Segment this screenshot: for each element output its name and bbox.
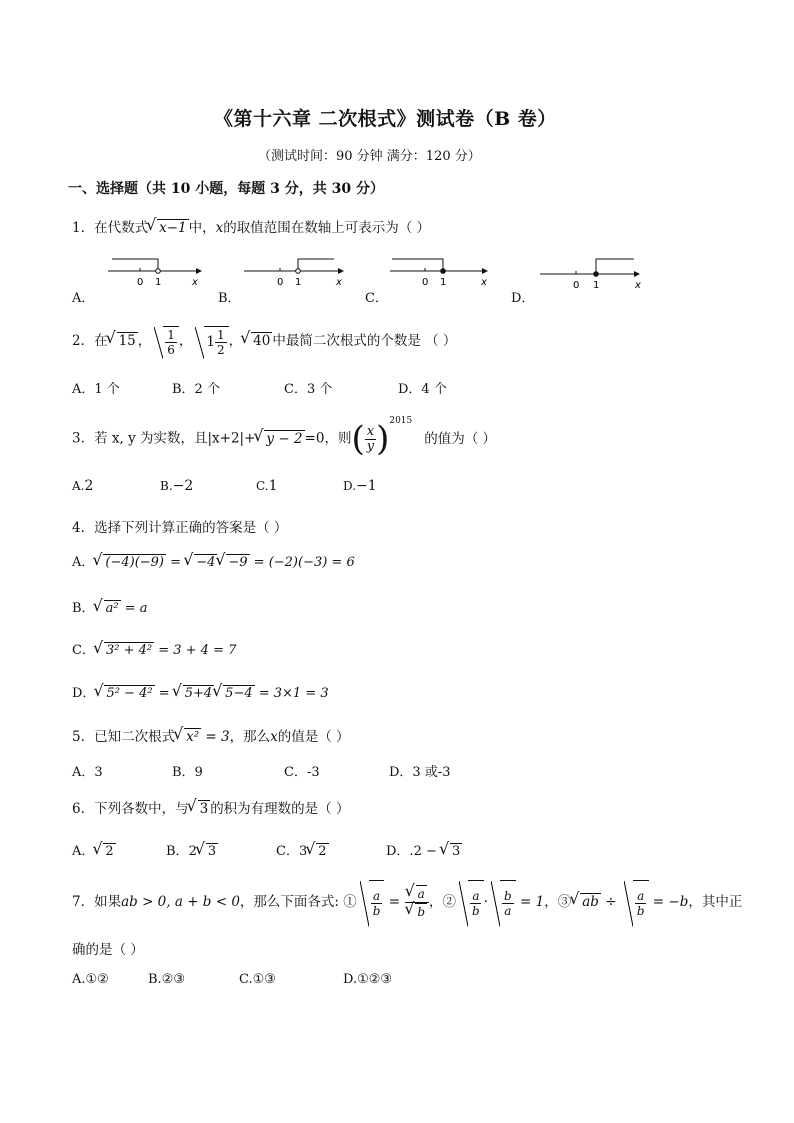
question-3	[72, 410, 496, 464]
question-text: 下列各数中，与	[94, 801, 189, 817]
q3-option-b	[160, 478, 193, 494]
axis-label-x: x	[192, 277, 198, 288]
numerator: 1	[167, 328, 175, 342]
question-text: 在	[94, 333, 108, 349]
question-text: 如果	[94, 894, 122, 910]
tick-label-one: 1	[440, 277, 447, 288]
question-text: 的积为有理数的是（ ）	[210, 801, 350, 817]
number-line-d	[538, 254, 648, 290]
question-text: ，其中正	[688, 894, 743, 910]
option-letter: A．	[72, 555, 95, 570]
q6-option-c	[276, 840, 329, 860]
question-text: ，②	[429, 894, 457, 910]
sqrt-expression: √ y − 2	[264, 430, 304, 447]
question-text: ，③	[544, 894, 572, 910]
q6-option-b	[166, 840, 218, 860]
coefficient: 2	[188, 844, 197, 859]
sqrt-b-over-a	[500, 880, 516, 925]
expression-rest: = 3 + 4 = 7	[154, 643, 237, 658]
question-text: 的取值范围在数轴上可表示为（ ）	[223, 220, 431, 236]
expression-rest: = 3×1 = 3	[254, 686, 329, 701]
question-number: 7．	[72, 894, 95, 910]
equals: =	[166, 555, 186, 570]
condition: ab > 0, a + b < 0	[121, 894, 240, 910]
fraction-sqrt-a-over-sqrt-b	[404, 885, 429, 920]
question-2	[72, 326, 456, 357]
sqrt-one-and-half	[204, 326, 228, 357]
fraction-x-over-y	[365, 425, 376, 454]
coefficient: 3	[298, 844, 308, 859]
question-1	[72, 216, 430, 236]
option-value: 2	[84, 478, 94, 494]
sqrt-expression: √ 2	[103, 843, 115, 860]
tick-label-one: 1	[155, 277, 162, 288]
section-heading: 一、选择题（共 10 小题，每题 3 分，共 30 分）	[68, 181, 384, 197]
q4-option-a	[72, 551, 355, 571]
sqrt-ab: √ ab	[580, 893, 601, 910]
denominator: b	[472, 904, 480, 918]
denominator: y	[366, 438, 375, 454]
q1-option-c-label: C．	[365, 291, 388, 306]
q1-option-d-label: D．	[511, 291, 535, 306]
question-7: 7．如果ab > 0, a + b < 0，那么下面各式: ① $\frac{a}{b}$ = √ a √ b ，② $\frac{a}{b}$ · $\frac{b}{a}$ = 1，③√ ab ÷ $\frac{a}{b}$ = −b，其中正	[72, 880, 742, 925]
sqrt-40: √ 40	[251, 332, 272, 349]
q6-option-a	[72, 840, 116, 860]
option-letter: A.	[72, 479, 85, 493]
sqrt-15: √ 15	[117, 332, 138, 349]
sqrt-expression: √ 3	[206, 843, 218, 860]
q3-option-d	[343, 478, 377, 494]
sqrt-expression: √ 5+4	[183, 685, 214, 702]
sqrt-a-over-b	[633, 880, 649, 925]
option-letter: B.	[160, 479, 173, 493]
option-value: −1	[356, 478, 377, 494]
page-title: 《第十六章 二次根式》测试卷（B 卷）	[214, 108, 557, 130]
sqrt-3: √ 3	[198, 800, 211, 817]
number-line-b	[242, 254, 352, 290]
option-value: −2	[172, 478, 194, 494]
option-letter: D．.	[386, 844, 414, 859]
question-text: 已知二次根式	[94, 729, 176, 745]
sqrt-expression: √ 3	[450, 843, 462, 860]
sqrt-expression: √ −4	[194, 554, 217, 571]
sqrt-a-over-b	[468, 880, 484, 925]
q2-option-a: A．1 个	[72, 382, 120, 397]
tick-label-zero: 0	[137, 277, 144, 288]
tick-label-one: 1	[295, 277, 302, 288]
question-text: =0，则	[304, 430, 352, 447]
q3-option-a	[72, 478, 93, 494]
question-text: 若 x, y 为实数，且|x+2|+	[94, 430, 256, 447]
question-text: 的值是（ ）	[277, 729, 350, 745]
page-subtitle: （测试时间：90 分钟 满分：120 分）	[258, 149, 481, 164]
sqrt-expression: √ (−4)(−9)	[103, 554, 166, 571]
option-value: 1	[268, 478, 278, 494]
q3-option-c	[256, 478, 278, 494]
tick-label-zero: 0	[422, 277, 429, 288]
numerator: a	[472, 889, 480, 903]
sqrt-expression: √ 5−4	[223, 685, 254, 702]
question-text: ，那么	[229, 729, 271, 745]
q1-option-a-label: A．	[72, 291, 95, 306]
separator: ，	[137, 333, 152, 349]
tick-label-one: 1	[593, 280, 600, 290]
numerator: 1	[217, 328, 225, 342]
numerator: b	[504, 889, 512, 903]
coefficient: 2 −	[413, 844, 441, 859]
q5-option-d: D．3 或-3	[389, 765, 451, 780]
sqrt-expression: √ −9	[226, 554, 249, 571]
option-letter: B．	[72, 601, 95, 616]
equals-one: = 1	[515, 894, 545, 910]
numerator: a	[637, 889, 645, 903]
q4-option-c	[72, 639, 236, 659]
equals-neg-b: = −b	[648, 894, 689, 910]
q7-option-b: B.②③	[148, 972, 185, 987]
q7-option-c: C.①③	[239, 972, 276, 987]
sqrt-expression: √ x−1	[157, 219, 189, 236]
q1-option-b-label: B．	[218, 291, 241, 306]
q2-option-d: D．4 个	[398, 382, 447, 397]
separator: ，	[178, 333, 193, 349]
exponent: 2015	[389, 416, 413, 426]
question-number: 1．	[72, 220, 95, 236]
q6-option-d	[386, 840, 462, 860]
denominator: 6	[167, 343, 175, 357]
q4-option-d	[72, 682, 329, 702]
numerator: x	[366, 423, 375, 439]
question-4	[72, 516, 287, 536]
sqrt-one-sixth	[163, 326, 179, 357]
q2-option-b: B．2 个	[172, 382, 220, 397]
sqrt-expression: √ 3² + 4²	[104, 642, 154, 659]
tick-label-zero: 0	[277, 277, 284, 288]
question-text: 的值为（ ）	[424, 430, 497, 447]
divide-sign: ÷	[600, 894, 621, 910]
number-line-a	[104, 254, 204, 290]
option-letter: A．	[72, 844, 95, 859]
equals-three: = 3	[201, 729, 230, 745]
denominator: 2	[217, 343, 225, 357]
variable: x	[270, 729, 278, 745]
option-letter: C．	[72, 643, 95, 658]
left-paren: (	[351, 419, 365, 459]
number-line-c	[388, 254, 498, 290]
sqrt-a-over-b	[369, 880, 385, 925]
separator: ，	[228, 333, 243, 349]
question-text: 选择下列计算正确的答案是（ ）	[94, 520, 288, 536]
question-text: 在代数式	[94, 220, 149, 236]
option-letter: C．	[276, 844, 299, 859]
question-6	[72, 797, 349, 817]
denominator: a	[504, 904, 512, 918]
question-text: ，那么下面各式: ①	[239, 894, 357, 910]
question-number: 6．	[72, 801, 95, 817]
denominator: b	[636, 904, 645, 918]
question-number: 3．	[72, 430, 95, 447]
axis-label-x: x	[481, 277, 487, 288]
whole-part: 1	[206, 334, 216, 350]
q7-option-d: D.①②③	[343, 972, 393, 987]
variable: x	[215, 220, 224, 236]
expression-rest: = (−2)(−3) = 6	[249, 555, 355, 570]
option-letter: D.	[343, 479, 357, 493]
q5-option-b: B．9	[172, 765, 203, 780]
denominator: b	[372, 904, 381, 918]
axis-label-x: x	[336, 277, 342, 288]
q2-option-c: C．3 个	[284, 382, 333, 397]
axis-label-x: x	[635, 280, 641, 290]
q5-option-c: C．-3	[284, 765, 320, 780]
q4-option-b	[72, 597, 147, 617]
numerator: a	[373, 889, 381, 903]
q5-option-a: A．3	[72, 765, 103, 780]
q7-option-a: A.①②	[72, 972, 109, 987]
question-5	[72, 725, 350, 745]
sqrt-b: √ b	[415, 903, 427, 920]
right-paren: )	[376, 419, 390, 459]
sqrt-expression: √ a²	[104, 600, 121, 617]
option-letter: D．	[72, 686, 96, 701]
question-number: 5．	[72, 729, 95, 745]
option-letter: B．	[166, 844, 189, 859]
question-number: 4．	[72, 520, 95, 536]
equals: =	[154, 686, 174, 701]
tick-label-zero: 0	[573, 280, 580, 290]
option-letter: C.	[256, 479, 269, 493]
sqrt-expression: √ x²	[184, 728, 201, 745]
question-text: 中最简二次根式的个数是 （ ）	[272, 333, 457, 349]
sqrt-a: √ a	[416, 885, 427, 902]
question-text: 中，	[188, 220, 216, 236]
question-7-continued: 确的是（ ）	[72, 942, 144, 958]
question-number: 2．	[72, 333, 95, 349]
sqrt-expression: √ 5² − 4²	[104, 685, 154, 702]
sqrt-expression: √ 2	[316, 843, 328, 860]
expression-rest: = a	[120, 601, 148, 616]
